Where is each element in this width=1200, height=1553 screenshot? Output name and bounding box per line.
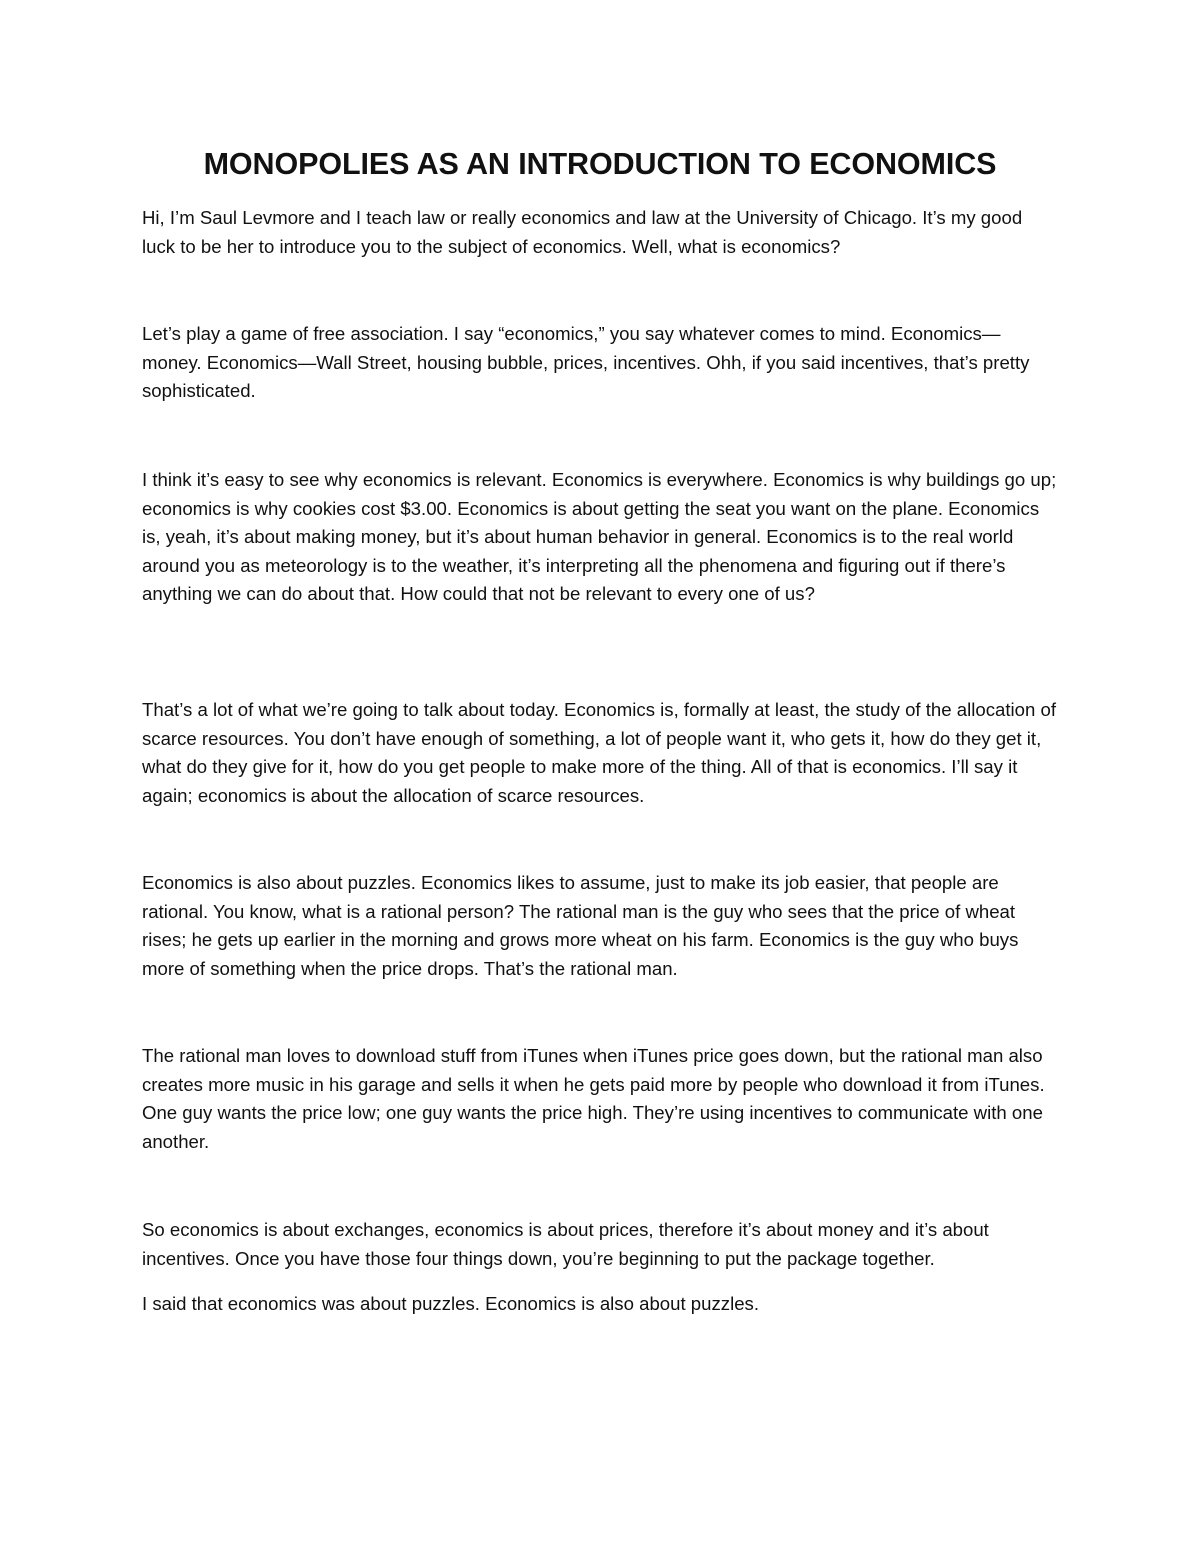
document-title: MONOPOLIES AS AN INTRODUCTION TO ECONOMICS — [203, 147, 997, 181]
paragraph-introduction: Hi, I’m Saul Levmore and I teach law or really economics and law at the University of Chicago. It’s my good luck to be her to introduce you to the subject of economics. Well, what is economics? — [142, 207, 1023, 257]
paragraph-itunes-example: The rational man loves to download stuff from iTunes when iTunes price goes down, but the rational man also creates more music in his garage and sells it when he gets paid more by people who download it from iTunes. One guy wants the price low; one guy wants the price high. They’re using incentives to communicate with one another. — [142, 1045, 1045, 1152]
paragraph-free-association: Let’s play a game of free association. I say “economics,” you say whatever comes to mind. Economics—money. Economics—Wall Street, housing bubble, prices, incentives. Ohh, if you said incentives, that’s pretty sophisticated. — [142, 323, 1030, 401]
paragraph-puzzles: I said that economics was about puzzles. Economics is also about puzzles. — [142, 1293, 760, 1314]
paragraph-exchanges-prices: So economics is about exchanges, economics is about prices, therefore it’s about money and it’s about incentives. Once you have those four things down, you’re beginning to put the package together. — [142, 1219, 989, 1269]
paragraph-rational-man: Economics is also about puzzles. Economics likes to assume, just to make its job easier, that people are rational. You know, what is a rational person? The rational man is the guy who sees that the price of wheat rises; he gets up earlier in the morning and grows more wheat on his farm. Economics is the guy who buys more of something when the price drops. That’s the rational man. — [142, 872, 1019, 979]
paragraph-relevance: I think it’s easy to see why economics is relevant. Economics is everywhere. Economics is why buildings go up; economics is why cookies cost $3.00. Economics is about getting the seat you want on the plane. Economics is, yeah, it’s about making money, but it’s about human behavior in general. Economics is to the real world around you as meteorology is to the weather, it’s interpreting all the phenomena and figuring out if there’s anything we can do about that. How could that not be relevant to every one of us? — [142, 469, 1057, 604]
paragraph-scarce-resources: That’s a lot of what we’re going to talk about today. Economics is, formally at least, the study of the allocation of scarce resources. You don’t have enough of something, a lot of people want it, who gets it, how do they get it, what do they give for it, how do you get people to make more of the thing. All of that is economics. I’ll say it again; economics is about the allocation of scarce resources. — [142, 699, 1056, 806]
